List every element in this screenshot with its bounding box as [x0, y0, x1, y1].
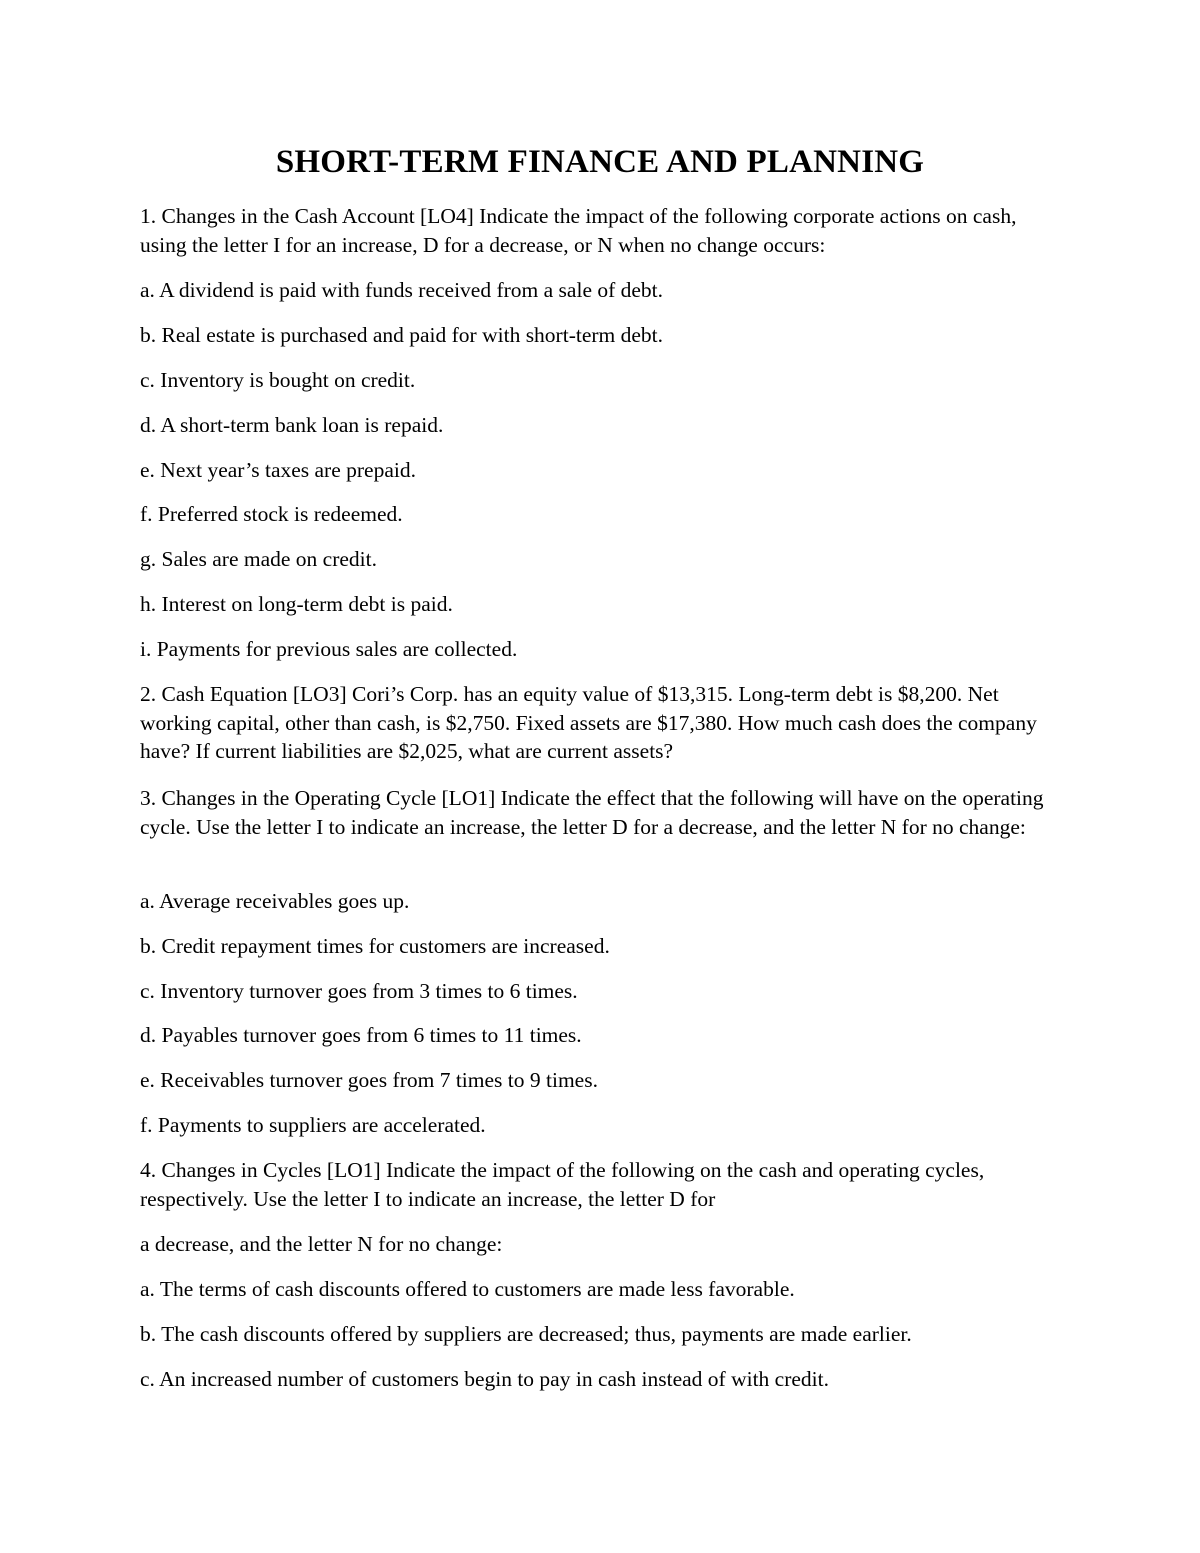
page-title: SHORT-TERM FINANCE AND PLANNING: [275, 144, 925, 180]
question-1-item-a: a. A dividend is paid with funds received from a sale of debt.: [140, 278, 664, 302]
question-3-item-c: c. Inventory turnover goes from 3 times to 6 times.: [140, 979, 578, 1003]
question-1-item-g: g. Sales are made on credit.: [140, 547, 378, 571]
question-4-intro: 4. Changes in Cycles [LO1] Indicate the impact of the following on the cash and operating cycles, respectively. Use the letter I to indicate an increase, the letter D for: [140, 1158, 985, 1211]
question-1-item-h: h. Interest on long-term debt is paid.: [140, 592, 453, 616]
question-4-intro-continued: a decrease, and the letter N for no change:: [140, 1232, 503, 1256]
question-1-item-d: d. A short-term bank loan is repaid.: [140, 413, 444, 437]
question-1-intro: 1. Changes in the Cash Account [LO4] Indicate the impact of the following corporate actions on cash, using the letter I for an increase, D for a decrease, or N when no change occurs:: [140, 204, 1017, 257]
question-3-item-a: a. Average receivables goes up.: [140, 889, 410, 913]
question-3-item-f: f. Payments to suppliers are accelerated.: [140, 1113, 486, 1137]
question-3-item-b: b. Credit repayment times for customers are increased.: [140, 934, 610, 958]
question-1-item-c: c. Inventory is bought on credit.: [140, 368, 416, 392]
question-4-item-b: b. The cash discounts offered by suppliers are decreased; thus, payments are made earlier.: [140, 1322, 912, 1346]
question-3-item-e: e. Receivables turnover goes from 7 times to 9 times.: [140, 1068, 598, 1092]
question-1-item-e: e. Next year’s taxes are prepaid.: [140, 458, 416, 482]
question-1-item-f: f. Preferred stock is redeemed.: [140, 502, 403, 526]
question-2: 2. Cash Equation [LO3] Cori’s Corp. has an equity value of $13,315. Long-term debt is $8,200. Net working capital, other than cash, is $2,750. Fixed assets are $17,380. How much cash does the company have? If current liabilities are $2,025, what are current assets?: [140, 682, 1037, 763]
question-4-item-c: c. An increased number of customers begin to pay in cash instead of with credit.: [140, 1367, 829, 1391]
question-1-item-b: b. Real estate is purchased and paid for with short-term debt.: [140, 323, 664, 347]
question-4-item-a: a. The terms of cash discounts offered to customers are made less favorable.: [140, 1277, 795, 1301]
question-1-item-i: i. Payments for previous sales are collected.: [140, 637, 518, 661]
question-3-item-d: d. Payables turnover goes from 6 times to 11 times.: [140, 1023, 582, 1047]
question-3-intro: 3. Changes in the Operating Cycle [LO1] Indicate the effect that the following will have on the operating cycle. Use the letter I to indicate an increase, the letter D for a decrease, and the letter N for no change:: [140, 786, 1044, 839]
